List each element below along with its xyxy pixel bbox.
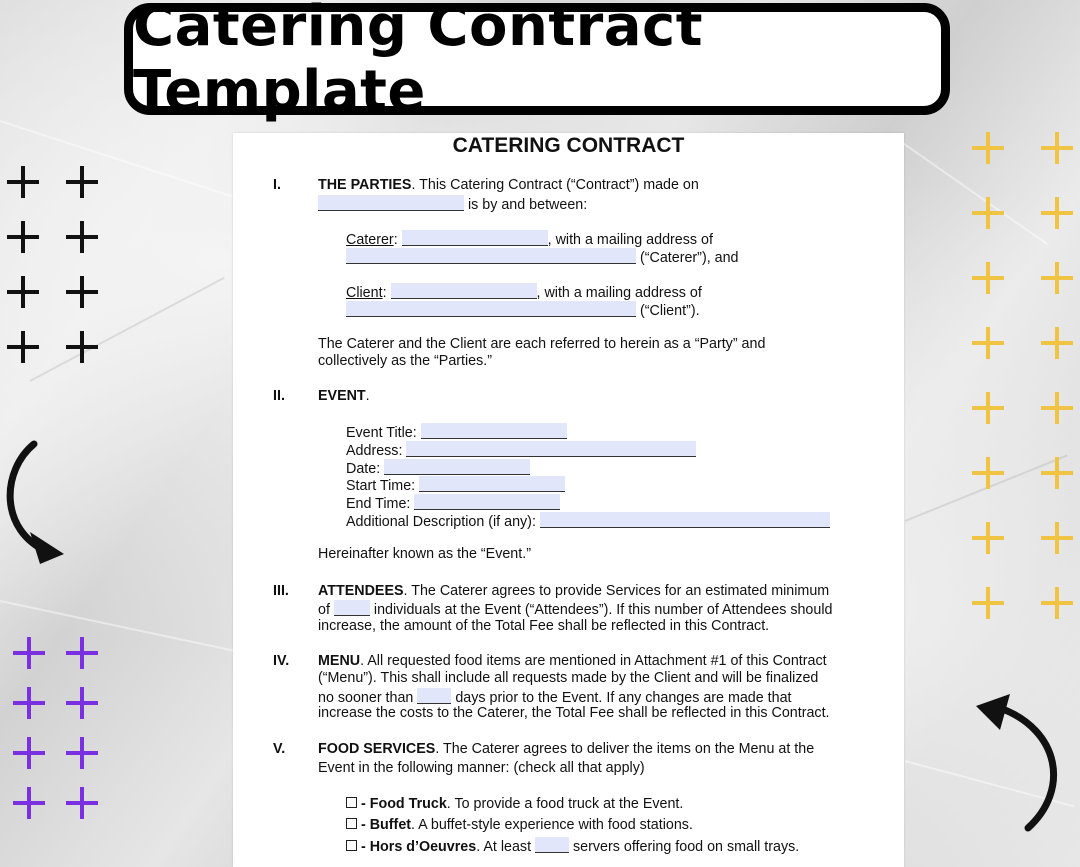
end-time-row xyxy=(346,494,560,514)
plus-icon xyxy=(972,132,1004,164)
section-text: individuals at the Event (“Attendees”). If this number of Attendees should xyxy=(373,602,833,618)
event-title-label: Event Title: xyxy=(346,425,417,441)
plus-icon xyxy=(972,262,1004,294)
plus-icon xyxy=(66,276,98,308)
caterer-name-field[interactable] xyxy=(402,230,548,246)
section-heading: THE PARTIES xyxy=(318,177,412,193)
curved-arrow-icon xyxy=(0,440,80,570)
option-text: . To provide a food truck at the Event. xyxy=(446,796,684,812)
plus-icon xyxy=(972,197,1004,229)
section-text: . All requested food items are mentioned in Attachment #1 of this Contract xyxy=(360,653,827,669)
plus-icon xyxy=(1041,132,1073,164)
plus-icon xyxy=(13,637,45,669)
section-event-heading: EVENT. xyxy=(318,388,370,404)
caterer-row: Caterer: , with a mailing address of xyxy=(346,232,713,248)
plus-icon xyxy=(1041,392,1073,424)
plus-icon xyxy=(66,221,98,253)
event-title-row xyxy=(346,423,567,443)
plus-icon xyxy=(13,687,45,719)
plus-icon xyxy=(66,737,98,769)
hereinafter-text: Hereinafter known as the “Event.” xyxy=(318,546,531,562)
menu-line: (“Menu”). This shall include all requests made by the Client and will be finalized xyxy=(318,670,819,686)
servers-count-field[interactable] xyxy=(535,837,569,853)
end-time-field[interactable] xyxy=(414,494,560,510)
client-address-row xyxy=(346,301,700,321)
start-time-label: Start Time: xyxy=(346,478,416,494)
document-title: CATERING CONTRACT xyxy=(452,134,685,157)
menu-days-field[interactable] xyxy=(417,688,451,704)
plus-icon xyxy=(1041,457,1073,489)
section-number: III. xyxy=(273,583,289,599)
plus-icon xyxy=(972,587,1004,619)
section-text: of xyxy=(318,602,330,618)
plus-icon xyxy=(13,787,45,819)
section-heading: FOOD SERVICES xyxy=(318,741,436,757)
caterer-end-text: (“Caterer”), and xyxy=(639,250,739,266)
plus-icon xyxy=(7,221,39,253)
start-time-row xyxy=(346,476,565,496)
attendees-line xyxy=(318,583,829,601)
option-text: . At least xyxy=(476,839,532,855)
banner-title: Catering Contract Template xyxy=(133,0,703,124)
plus-icon xyxy=(66,637,98,669)
section-heading: MENU xyxy=(318,653,361,669)
end-time-label: End Time: xyxy=(346,496,411,512)
section-text: . The Caterer agrees to provide Services for an estimated minimum xyxy=(403,583,830,599)
caterer-text: , with a mailing address of xyxy=(547,232,713,248)
plus-icon xyxy=(972,457,1004,489)
additional-description-field[interactable] xyxy=(540,512,830,528)
start-time-field[interactable] xyxy=(419,476,565,492)
option-label: - Food Truck xyxy=(361,796,447,812)
section-number: II. xyxy=(273,388,285,404)
plus-icon xyxy=(1041,587,1073,619)
address-row xyxy=(346,441,696,461)
client-address-field[interactable] xyxy=(346,301,636,317)
plus-icon xyxy=(66,331,98,363)
event-address-field[interactable] xyxy=(406,441,696,457)
banner-title-box xyxy=(124,0,950,124)
plus-icon xyxy=(13,737,45,769)
client-row: Client: , with a mailing address of xyxy=(346,285,702,301)
plus-icon xyxy=(66,787,98,819)
buffet-option xyxy=(346,817,693,835)
section-parties-intro xyxy=(318,177,699,195)
plus-icon xyxy=(972,327,1004,359)
checkbox[interactable] xyxy=(346,797,357,808)
section-text: days prior to the Event. If any changes are made that xyxy=(455,690,792,706)
additional-label: Additional Description (if any): xyxy=(346,514,536,530)
attendees-line xyxy=(318,600,832,620)
section-text: no sooner than xyxy=(318,690,414,706)
section-heading: ATTENDEES xyxy=(318,583,404,599)
menu-line xyxy=(318,653,827,671)
food-services-line: Event in the following manner: (check all that apply) xyxy=(318,760,645,776)
event-title-field[interactable] xyxy=(421,423,567,439)
contract-date-field[interactable] xyxy=(318,195,464,211)
contract-document xyxy=(233,133,904,867)
attendees-line: increase, the amount of the Total Fee shall be reflected in this Contract. xyxy=(318,618,770,634)
option-text: . A buffet-style experience with food stations. xyxy=(411,817,693,833)
additional-row xyxy=(346,512,830,532)
menu-line: increase the costs to the Caterer, the Total Fee shall be reflected in this Contract. xyxy=(318,705,830,721)
section-text: . The Caterer agrees to deliver the items on the Menu at the xyxy=(435,741,815,757)
food-truck-option xyxy=(346,796,683,814)
client-name-field[interactable] xyxy=(391,283,537,299)
party-text-line: collectively as the “Parties.” xyxy=(318,353,493,369)
party-text-line: The Caterer and the Client are each referred to herein as a “Party” and xyxy=(318,336,766,352)
section-number: I. xyxy=(273,177,281,193)
option-label: - Hors d’Oeuvres xyxy=(361,839,477,855)
client-end-text: (“Client”). xyxy=(639,303,700,319)
section-number: V. xyxy=(273,741,286,757)
option-text: servers offering food on small trays. xyxy=(573,839,800,855)
date-label: Date: xyxy=(346,461,381,477)
client-label: Client xyxy=(346,285,383,301)
checkbox[interactable] xyxy=(346,840,357,851)
plus-icon xyxy=(7,166,39,198)
attendees-count-field[interactable] xyxy=(334,600,370,616)
food-services-line xyxy=(318,741,814,759)
checkbox[interactable] xyxy=(346,818,357,829)
section-text: is by and between: xyxy=(467,197,588,213)
address-label: Address: xyxy=(346,443,403,459)
plus-icon xyxy=(1041,262,1073,294)
plus-icon xyxy=(972,392,1004,424)
section-text: . This Catering Contract (“Contract”) made on xyxy=(411,177,699,193)
caterer-address-row xyxy=(346,248,739,268)
event-date-field[interactable] xyxy=(384,459,530,475)
caterer-address-field[interactable] xyxy=(346,248,636,264)
plus-icon xyxy=(7,331,39,363)
plus-icon xyxy=(66,166,98,198)
plus-icon xyxy=(972,522,1004,554)
contract-date-row xyxy=(318,195,587,215)
hors-doeuvres-option xyxy=(346,837,799,857)
option-label: - Buffet xyxy=(361,817,412,833)
plus-icon xyxy=(1041,197,1073,229)
caterer-label: Caterer xyxy=(346,232,394,248)
plus-icon xyxy=(1041,327,1073,359)
curved-arrow-icon xyxy=(970,690,1070,840)
section-number: IV. xyxy=(273,653,290,669)
client-text: , with a mailing address of xyxy=(536,285,702,301)
section-heading: EVENT xyxy=(318,388,366,404)
plus-icon xyxy=(66,687,98,719)
plus-icon xyxy=(7,276,39,308)
plus-icon xyxy=(1041,522,1073,554)
